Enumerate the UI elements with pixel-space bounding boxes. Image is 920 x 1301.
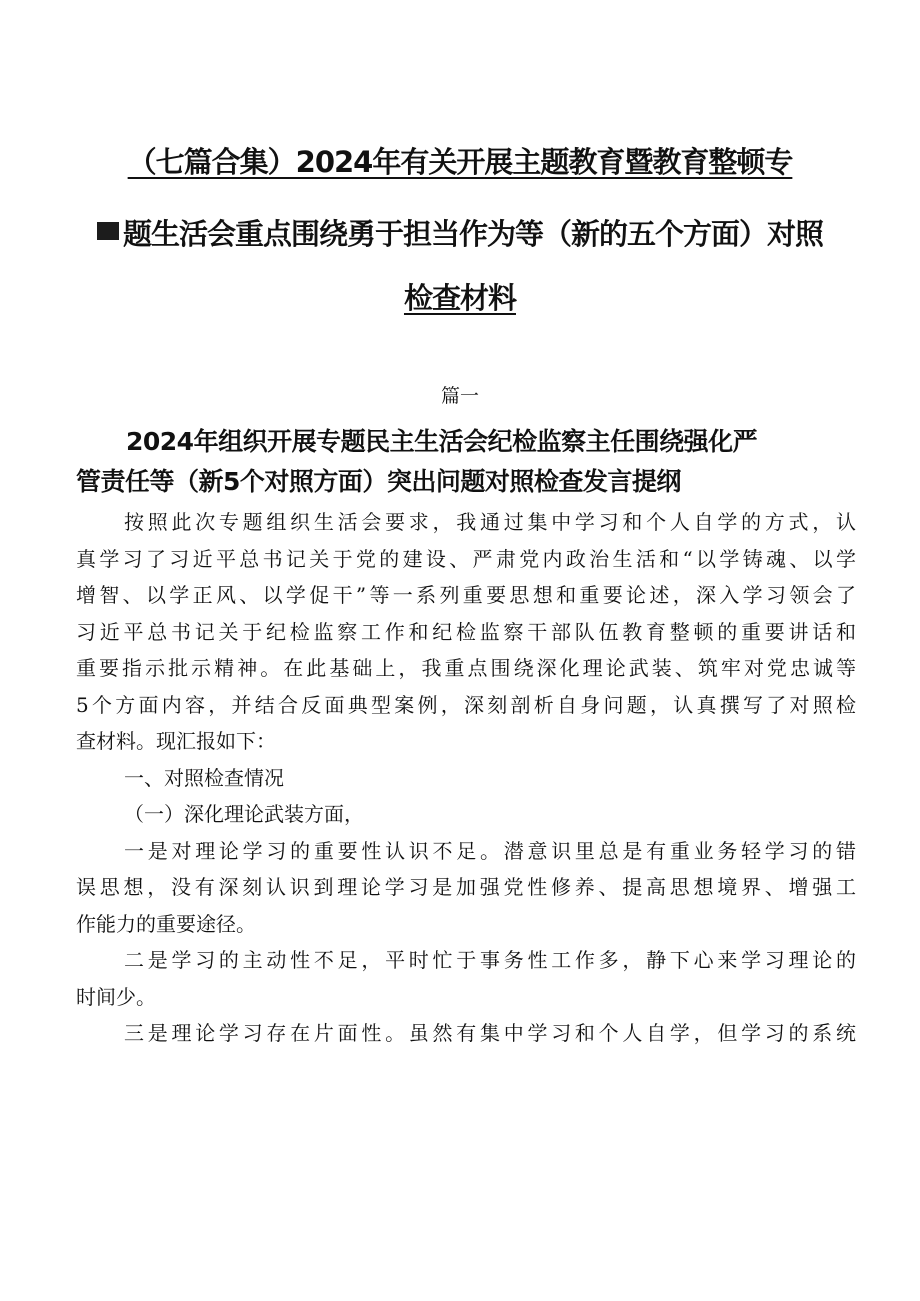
section-title-line-2: 管责任等（新5个对照方面）突出问题对照检查发言提纲 bbox=[76, 467, 681, 496]
body-line: 误思想，没有深刻认识到理论学习是加强党性修养、提高思想境界、增强工 bbox=[76, 875, 856, 899]
subsection-heading: （一）深化理论武装方面， bbox=[124, 802, 364, 826]
body-line: 增智、以学正风、以学促干”等一系列重要思想和重要论述，深入学习领会了 bbox=[76, 583, 856, 607]
body-line: 5个方面内容，并结合反面典型案例，深刻剖析自身问题，认真撰写了对照检 bbox=[76, 692, 856, 717]
section-heading: 一、对照检查情况 bbox=[124, 765, 284, 790]
main-title-text-2: 题生活会重点围绕勇于担当作为等（新的五个方面）对照 bbox=[122, 217, 823, 251]
main-title-text-1: （七篇合集）2024年有关开展主题教育暨教育整顿专 bbox=[127, 145, 793, 179]
body-line: 重要指示批示精神。在此基础上，我重点围绕深化理论武装、筑牢对党忠诚等 bbox=[76, 656, 856, 680]
body-line: 按照此次专题组织生活会要求，我通过集中学习和个人自学的方式，认 bbox=[124, 510, 856, 534]
body-line: 真学习了习近平总书记关于党的建设、严肃党内政治生活和“以学铸魂、以学 bbox=[76, 546, 856, 571]
body-line: 一是对理论学习的重要性认识不足。潜意识里总是有重业务轻学习的错 bbox=[124, 838, 856, 863]
main-title-line-2 bbox=[0, 212, 920, 253]
body-line: 三是理论学习存在片面性。虽然有集中学习和个人自学，但学习的系统 bbox=[124, 1021, 856, 1045]
main-title-text-3: 检查材料 bbox=[403, 281, 516, 315]
section-title-line-1: 2024年组织开展专题民主生活会纪检监察主任围绕强化严 bbox=[126, 427, 758, 456]
section-label: 篇一 bbox=[440, 385, 479, 407]
body-text bbox=[76, 504, 856, 1052]
body-line: 作能力的重要途径。 bbox=[76, 911, 256, 936]
main-title-line-1 bbox=[0, 140, 920, 181]
body-line: 二是学习的主动性不足，平时忙于事务性工作多，静下心来学习理论的 bbox=[124, 948, 856, 972]
body-line: 查材料。现汇报如下： bbox=[76, 729, 276, 753]
main-title-line-3 bbox=[0, 276, 920, 317]
scan-artifact-block bbox=[97, 222, 119, 240]
body-line: 时间少。 bbox=[76, 984, 156, 1009]
body-line: 习近平总书记关于纪检监察工作和纪检监察干部队伍教育整顿的重要讲话和 bbox=[76, 619, 856, 644]
